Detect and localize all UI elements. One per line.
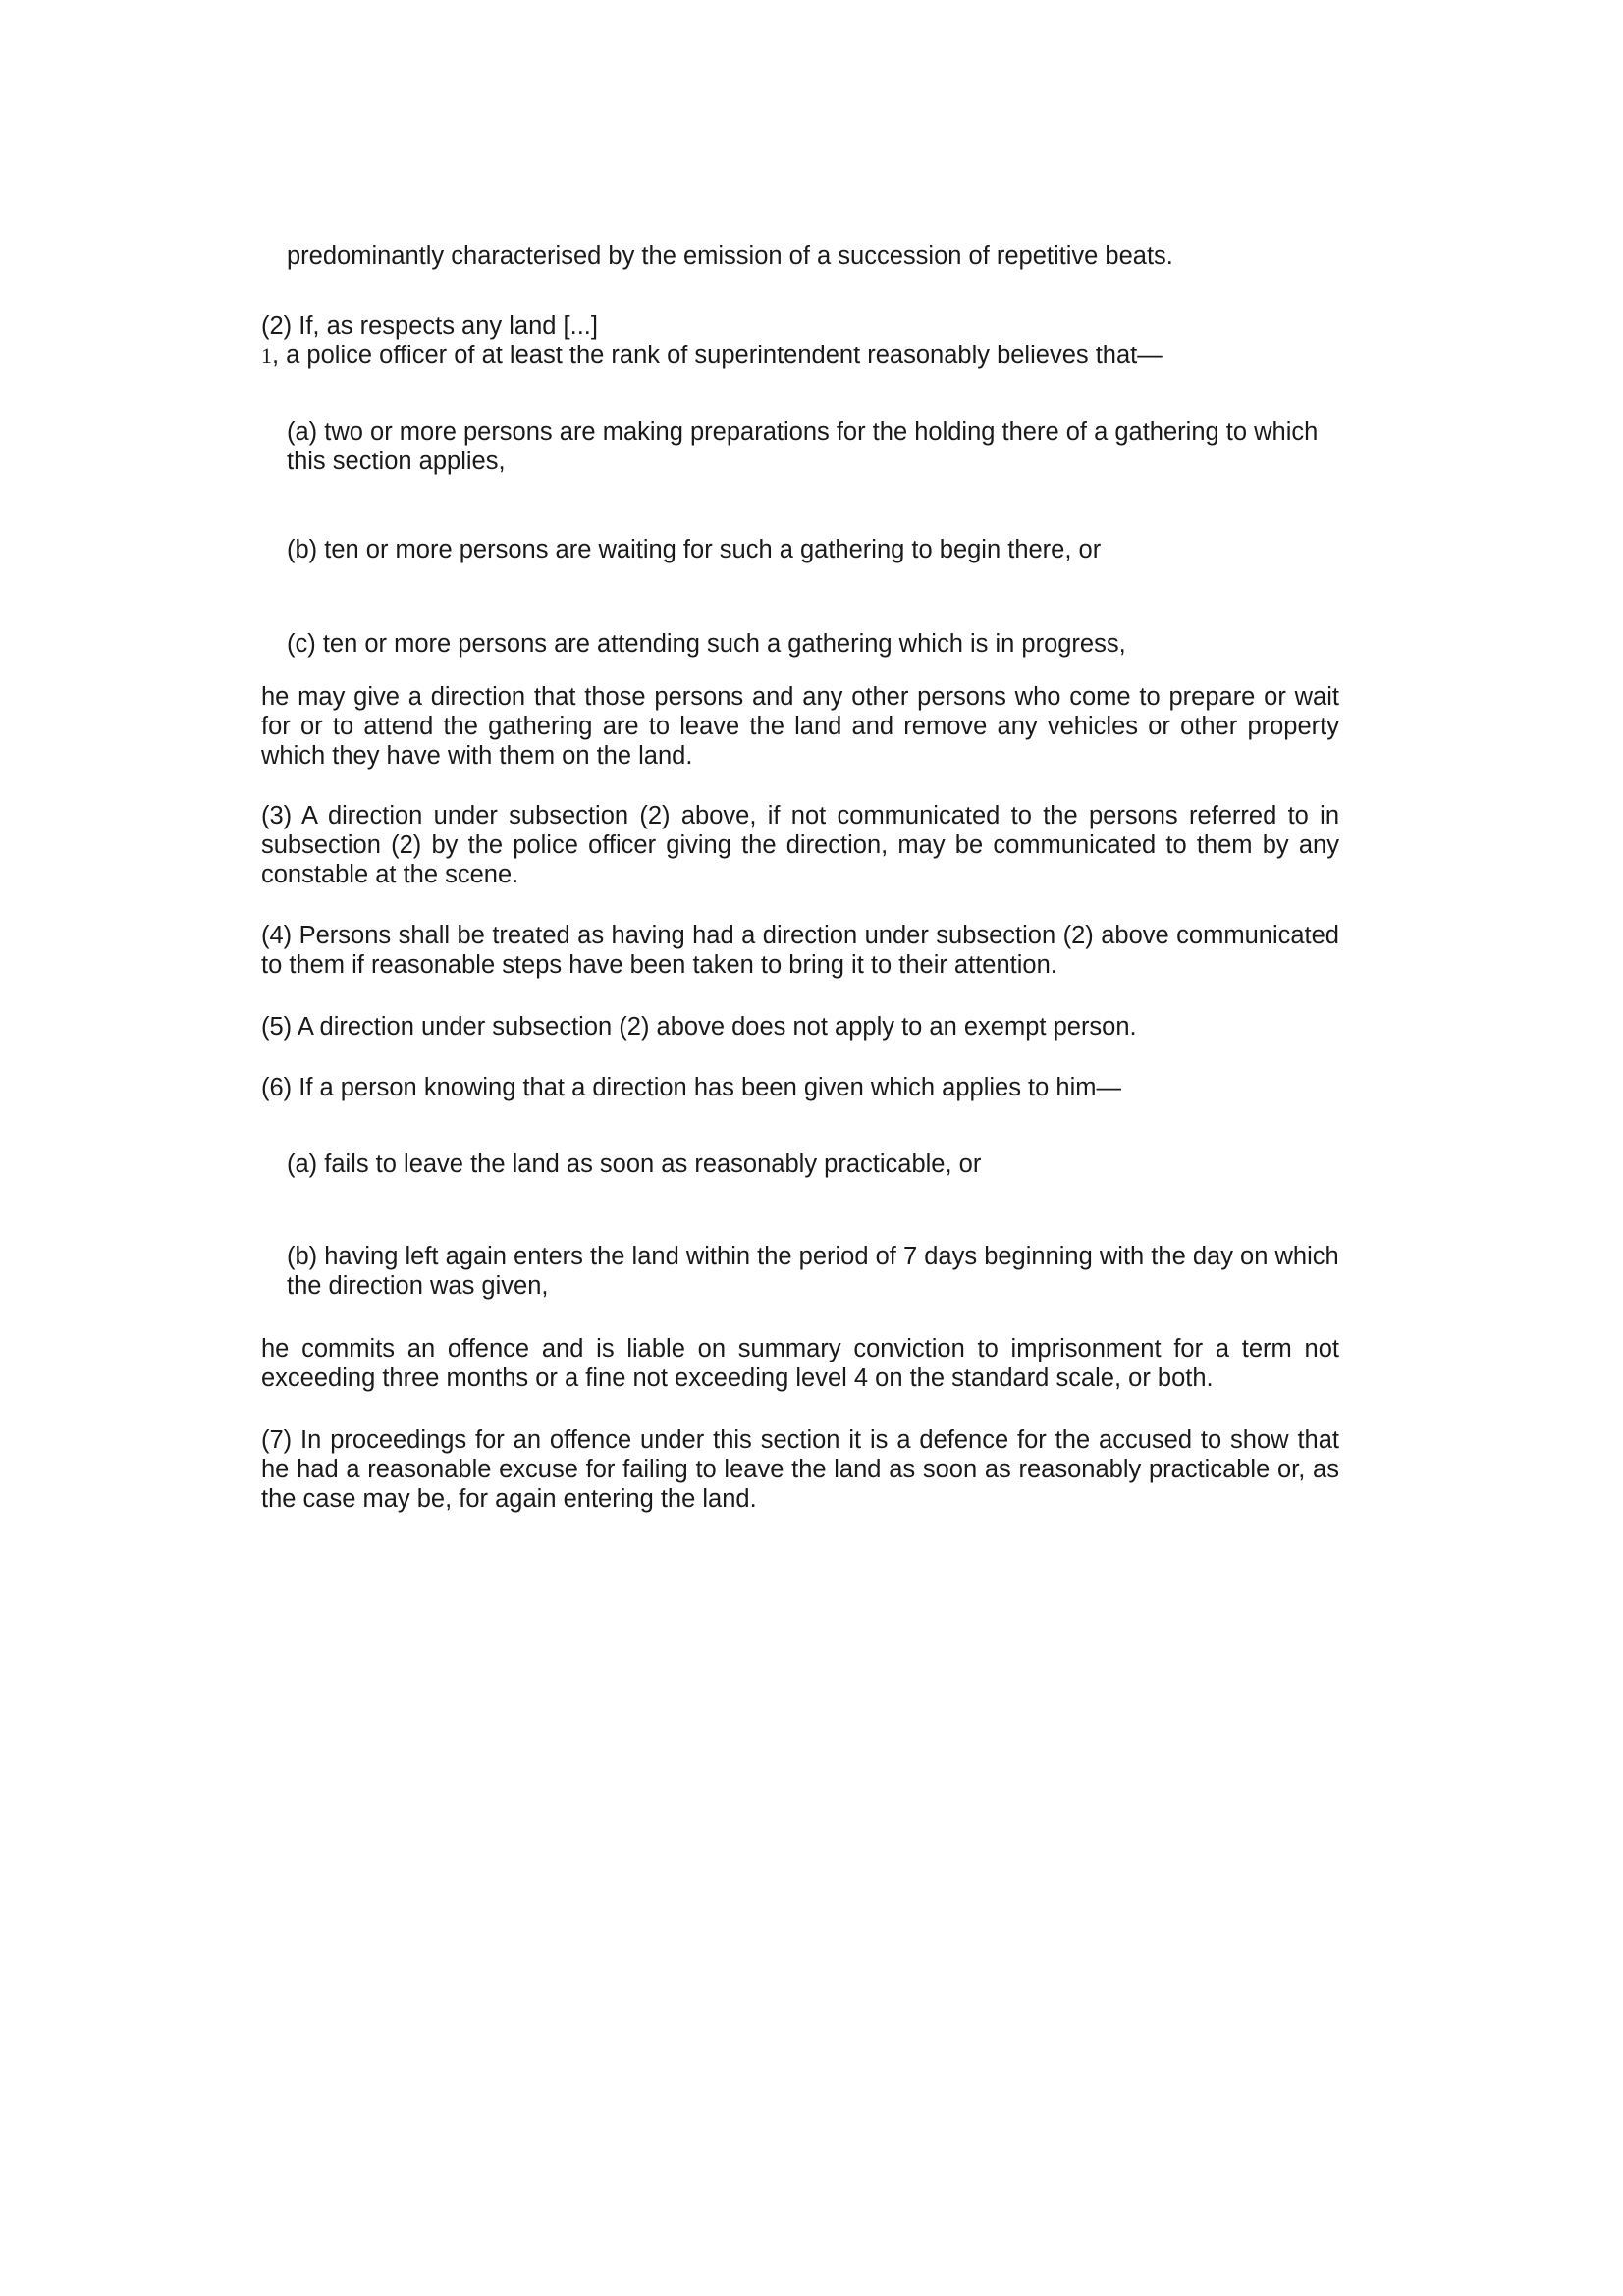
subsection-6-heading: (6) If a person knowing that a direction has been given which applies to him—: [261, 1074, 1121, 1101]
subsection-6-conclusion: he commits an offence and is liable on summary conviction to imprisonment for a term not exceeding three months or a fine not exceeding level 4 on the standard scale, or both.: [261, 1335, 1339, 1392]
subsection-2-conclusion: he may give a direction that those persons and any other persons who come to prepare or wait for or to attend the gathering are to leave the land and remove any vehicles or other property which they have with them on the land.: [261, 683, 1339, 770]
subsection-6-item-b: (b) having left again enters the land within the period of 7 days beginning with the day on which the direction was given,: [287, 1243, 1339, 1300]
subsection-3: (3) A direction under subsection (2) above, if not communicated to the persons referred to in subsection (2) by the police officer giving the direction, may be communicated to them by any constable at the scene.: [261, 802, 1339, 888]
subsection-7: (7) In proceedings for an offence under this section it is a defence for the accused to show that he had a reasonable excuse for failing to leave the land as soon as reasonably practicable or, as the case may be, for again entering the land.: [261, 1426, 1339, 1513]
subsection-2-item-c: (c) ten or more persons are attending such a gathering which is in progress,: [287, 630, 1126, 658]
subsection-2-continuation-text: , a police officer of at least the rank of superintendent reasonably believes that—: [272, 342, 1163, 369]
subsection-5: (5) A direction under subsection (2) above does not apply to an exempt person.: [261, 1013, 1137, 1041]
subsection-2-heading: (2) If, as respects any land [...]: [261, 312, 598, 340]
subsection-4: (4) Persons shall be treated as having had a direction under subsection (2) above communicated to them if reasonable steps have been taken to bring it to their attention.: [261, 922, 1339, 979]
subsection-6-item-a: (a) fails to leave the land as soon as reasonably practicable, or: [287, 1150, 982, 1178]
subsection-2-item-a: (a) two or more persons are making preparations for the holding there of a gathering to which this section applies,: [287, 418, 1319, 475]
intro-line: predominantly characterised by the emission of a succession of repetitive beats.: [287, 242, 1173, 270]
subsection-2-continuation: [261, 341, 1163, 371]
subsection-2-item-b: (b) ten or more persons are waiting for such a gathering to begin there, or: [287, 536, 1102, 563]
footnote-marker: 1: [261, 344, 272, 368]
